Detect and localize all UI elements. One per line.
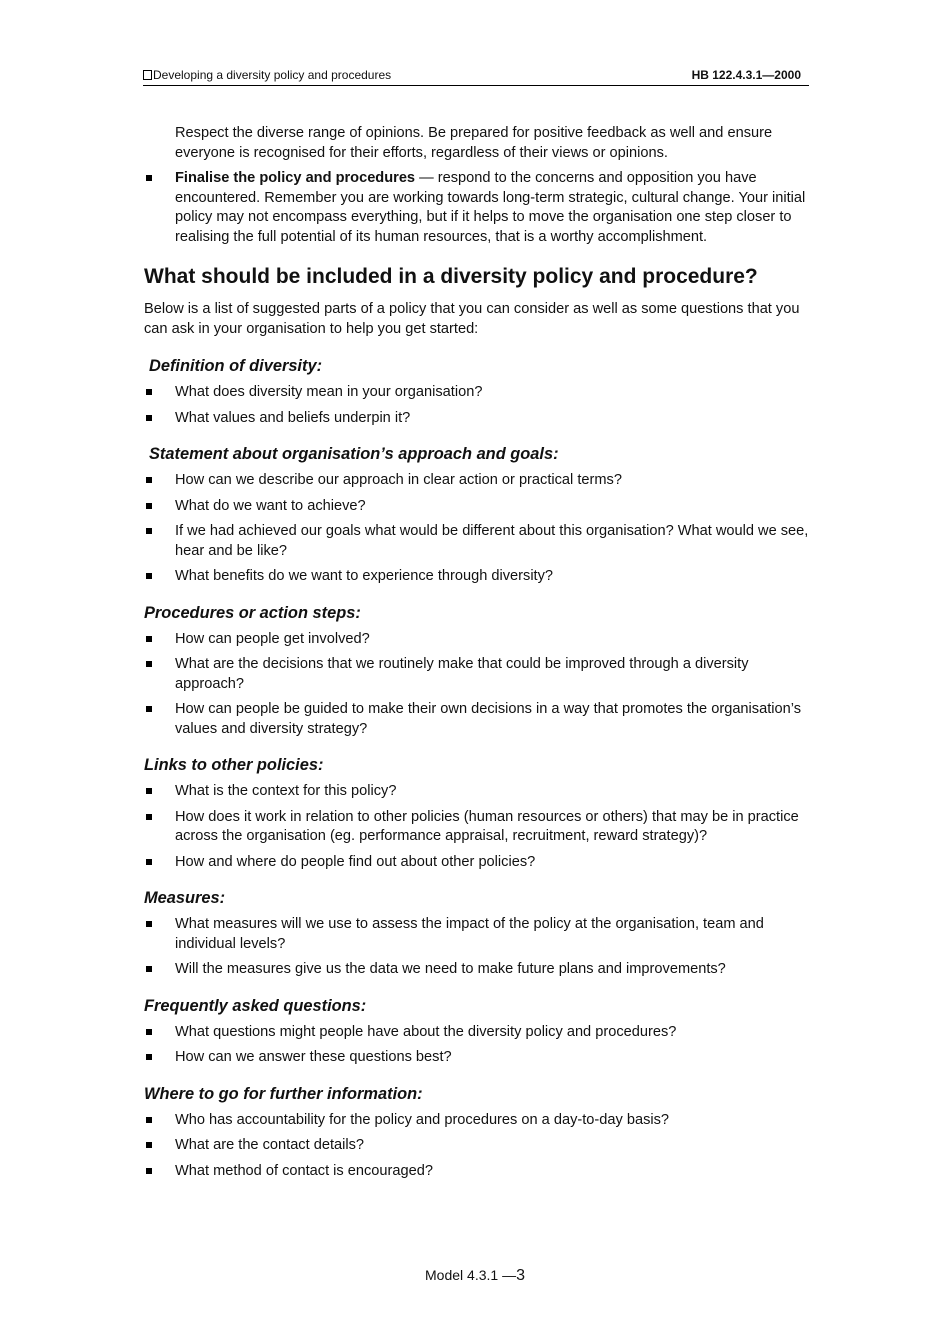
list-item [144,1048,810,1068]
continuation-paragraph: Respect the diverse range of opinions. Be prepared for positive feedback as well and ensure everyone is recognised for their efforts, regardless of their views or opinions. [175,125,773,161]
question-list [144,471,810,587]
intro-paragraph: Below is a list of suggested parts of a policy that you can consider as well as some questions that you can ask in your organisation to help you get started: [144,301,800,337]
list-item [144,567,810,587]
list-item-text: What do we want to achieve? [175,497,366,514]
section-heading: Statement about organisation’s approach and goals: [149,445,559,463]
bullet-square-icon [146,859,152,865]
list-item-text: How can people be guided to make their own decisions in a way that promotes the organisation’s values and diversity strategy? [175,701,802,737]
list-item-text: What is the context for this policy? [175,783,397,799]
section-links [144,755,810,872]
bullet-square-icon [146,175,152,181]
question-list [144,1111,810,1182]
section-heading: Definition of diversity: [149,357,323,375]
running-header [143,67,809,86]
bullet-square-icon [146,503,152,509]
list-item-text: How does it work in relation to other policies (human resources or others) that may be in practice across the organisation (eg. performance appraisal, recruitment, reward strategy)? [175,808,799,844]
footer-label: Model 4.3.1 — [425,1267,517,1283]
list-item [144,782,810,802]
list-item-finalise [144,169,810,247]
main-heading: What should be included in a diversity policy and procedure? [144,265,758,288]
list-item [144,1111,810,1131]
section-measures [144,888,810,980]
bullet-square-icon [146,814,152,820]
list-item-text: What method of contact is encouraged? [175,1162,433,1179]
list-item-text: What are the contact details? [175,1137,365,1153]
bullet-square-icon [146,636,152,642]
list-item [144,700,810,739]
bullet-square-icon [146,415,152,421]
list-item-text: What are the decisions that we routinely make that could be improved through a diversity approach? [175,656,749,692]
list-item [144,497,810,517]
question-list [144,630,810,740]
bullet-square-icon [146,706,152,712]
page-number: 3 [516,1267,525,1284]
section-heading: Links to other policies: [144,756,324,774]
list-item [144,960,810,980]
list-item-text: What questions might people have about the diversity policy and procedures? [175,1023,677,1040]
question-list [144,383,810,428]
list-item-text: What measures will we use to assess the impact of the policy at the organisation, team and individual levels? [175,916,764,952]
list-item-text: How can people get involved? [175,630,370,647]
bullet-square-icon [146,1029,152,1035]
list-item [144,1162,810,1182]
list-item-text: How can we answer these questions best? [175,1049,452,1065]
finalise-text: — respond to the concerns and opposition you have encountered. Remember you are working towards long-term strategic, cultural change. Your initial policy may not encompass everything, but if it helps to move the organisation one step closer to realising the full potential of its human resources, that is a worthy accomplishment. [175,170,806,245]
list-item [144,630,810,650]
bullet-square-icon [146,477,152,483]
list-item-text: What values and beliefs underpin it? [175,409,411,426]
list-item-text: If we had achieved our goals what would be different about this organisation? What would we see, hear and be like? [175,523,809,559]
list-item-text: Who has accountability for the policy and procedures on a day-to-day basis? [175,1111,670,1128]
question-list [144,915,810,980]
question-list [144,782,810,872]
list-item [144,522,810,561]
question-list [144,1023,810,1068]
list-item [144,808,810,847]
header-title-text: Developing a diversity policy and procedures [153,68,392,82]
section-faq [144,996,810,1068]
list-item [144,383,810,403]
header-standard-code: HB 122.4.3.1—2000 [691,68,801,82]
bullet-square-icon [146,1168,152,1174]
section-definition [144,356,810,428]
bullet-square-icon [146,528,152,534]
list-item [144,655,810,694]
bullet-square-icon [146,389,152,395]
bullet-square-icon [146,921,152,927]
header-title [143,68,391,82]
list-item-text: How and where do people find out about other policies? [175,853,536,870]
section-heading: Where to go for further information: [144,1084,423,1103]
list-item [144,915,810,954]
bullet-square-icon [146,1117,152,1123]
list-item [144,1136,810,1156]
list-item-text: How can we describe our approach in clear action or practical terms? [175,472,622,488]
document-body [144,124,810,1181]
bullet-square-icon [146,661,152,667]
bullet-square-icon [146,966,152,972]
section-further-information [144,1084,810,1182]
bullet-square-icon [146,1142,152,1148]
section-procedures [144,603,810,740]
page-footer [0,1267,950,1285]
checkbox-glyph-icon [143,70,152,80]
finalise-bold: Finalise the policy and procedures [175,170,416,186]
list-item [144,471,810,491]
list-item [144,409,810,429]
list-item [144,853,810,873]
bullet-square-icon [146,1054,152,1060]
list-item-text: Will the measures give us the data we need to make future plans and improvements? [175,961,726,977]
bullet-square-icon [146,788,152,794]
list-item-text: What benefits do we want to experience through diversity? [175,568,554,584]
bullet-square-icon [146,573,152,579]
section-heading: Measures: [144,889,226,907]
list-item [144,1023,810,1043]
list-item-text: What does diversity mean in your organisation? [175,384,483,400]
section-heading: Procedures or action steps: [144,603,361,622]
section-heading: Frequently asked questions: [144,996,367,1015]
section-approach-goals [144,444,810,587]
